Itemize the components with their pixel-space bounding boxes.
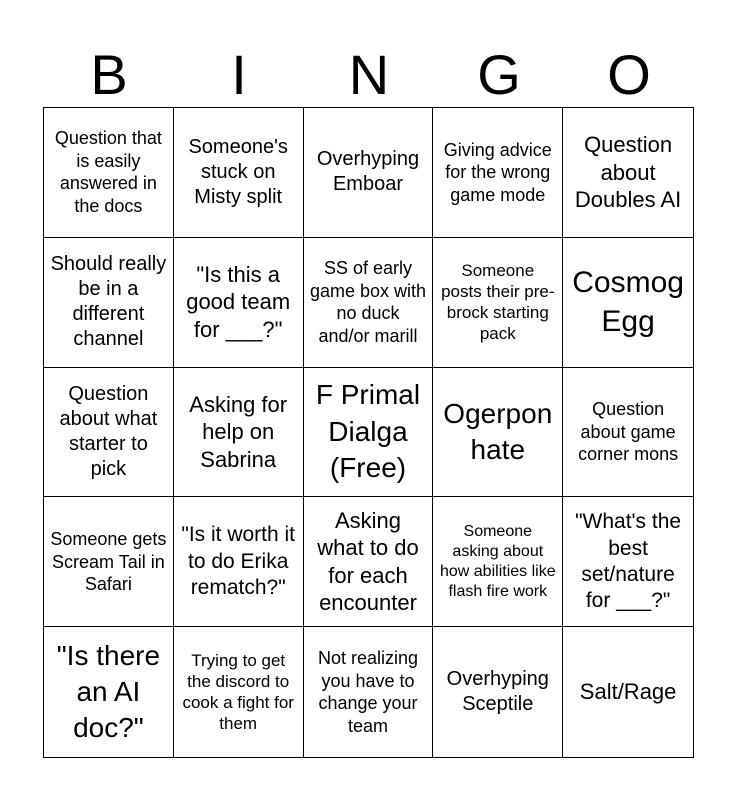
bingo-cell[interactable] (174, 627, 304, 757)
header-letter-g: G (477, 43, 521, 106)
cell-text: "Is it worth it to do Erika rematch?" (181, 523, 296, 599)
cell-text: Cosmog Egg (572, 266, 684, 339)
cell-text: Question about Doubles AI (574, 132, 682, 213)
bingo-cell[interactable] (563, 368, 693, 498)
bingo-cell[interactable] (563, 238, 693, 368)
cell-text: "Is there an AI doc?" (56, 639, 161, 744)
bingo-cell[interactable] (433, 238, 563, 368)
header-letter-o: O (607, 43, 651, 106)
bingo-cell[interactable] (44, 108, 174, 238)
cell-text: SS of early game box with no duck and/or marill (309, 258, 427, 346)
cell-text: Question about game corner mons (578, 399, 679, 465)
bingo-cell[interactable] (44, 368, 174, 498)
bingo-cell[interactable] (44, 238, 174, 368)
bingo-cell[interactable] (433, 497, 563, 627)
cell-text: Someone's stuck on Misty split (188, 135, 288, 208)
bingo-cell[interactable] (174, 108, 304, 238)
bingo-cell[interactable] (174, 368, 304, 498)
cell-text: Ogerpon hate (443, 397, 553, 465)
cell-text: Not realizing you have to change your team (317, 648, 419, 736)
bingo-cell[interactable] (304, 627, 434, 757)
cell-text: Trying to get the discord to cook a fight for them (182, 650, 294, 734)
header-letter-i: I (231, 43, 247, 106)
cell-text: Overhyping Sceptile (446, 668, 549, 716)
bingo-cell[interactable] (433, 108, 563, 238)
bingo-cell[interactable] (563, 627, 693, 757)
cell-text: F Primal Dialga (Free) (315, 379, 421, 484)
bingo-card-grid (43, 107, 694, 758)
bingo-cell-center[interactable] (304, 368, 434, 498)
bingo-cell[interactable] (563, 497, 693, 627)
bingo-cell[interactable] (44, 627, 174, 757)
cell-text: "What's the best set/nature for ___?" (575, 510, 682, 613)
cell-text: Should really be in a different channel (50, 253, 167, 351)
cell-text: Someone posts their pre-brock starting pack (441, 260, 555, 344)
bingo-cell[interactable] (304, 497, 434, 627)
cell-text: Question that is easily answered in the docs (54, 128, 162, 216)
bingo-cell[interactable] (174, 238, 304, 368)
cell-text: Asking for help on Sabrina (189, 391, 288, 472)
bingo-cell[interactable] (563, 108, 693, 238)
cell-text: "Is this a good team for ___?" (186, 261, 291, 342)
header-letter-b: B (90, 43, 128, 106)
cell-text: Question about what starter to pick (59, 382, 158, 480)
cell-text: Giving advice for the wrong game mode (443, 139, 552, 205)
header-letter-n: N (348, 43, 390, 106)
cell-text: Overhyping Emboar (316, 148, 420, 196)
cell-text: Salt/Rage (579, 679, 677, 705)
bingo-cell[interactable] (304, 238, 434, 368)
bingo-cell[interactable] (44, 497, 174, 627)
bingo-cell[interactable] (304, 108, 434, 238)
cell-text: Asking what to do for each encounter (317, 507, 419, 616)
bingo-cell[interactable] (433, 368, 563, 498)
bingo-cell[interactable] (433, 627, 563, 757)
bingo-header (44, 44, 694, 106)
cell-text: Someone asking about how abilities like flash fire work (439, 522, 556, 600)
cell-text: Someone gets Scream Tail in Safari (50, 529, 167, 595)
bingo-cell[interactable] (174, 497, 304, 627)
